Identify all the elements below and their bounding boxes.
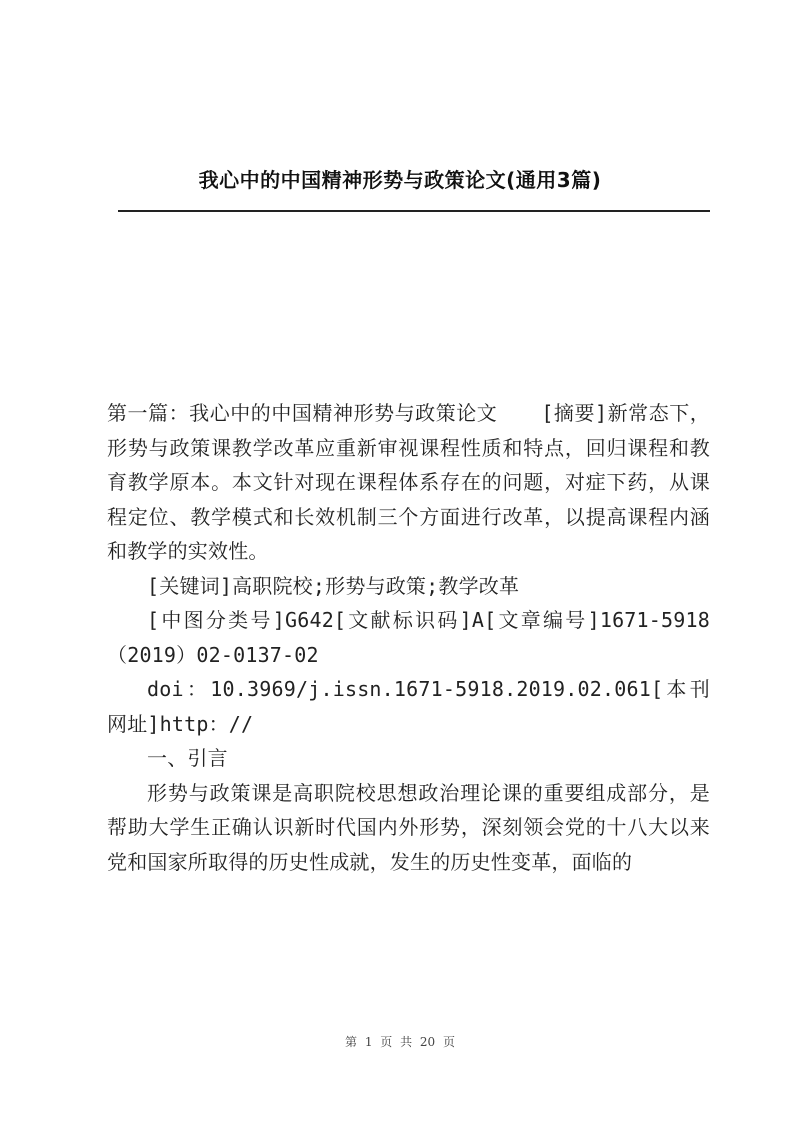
document-title: 我心中的中国精神形势与政策论文(通用3篇) — [198, 168, 602, 192]
document-body — [107, 396, 710, 879]
keywords-line: [关键词]高职院校;形势与政策;教学改革 — [147, 573, 520, 598]
section-heading: 一、引言 — [147, 746, 228, 770]
title-divider — [118, 210, 710, 212]
classification-line: [中图分类号]G642[文献标识码]A[文章编号]1671-5918（2019）02-0137-02 — [107, 608, 710, 667]
abstract-text: [摘要]新常态下，形势与政策课教学改革应重新审视课程性质和特点，回归课程和教育教学原本。本文针对现在课程体系存在的问题，对症下药，从课程定位、教学模式和长效机制三个方面进行改革，以提高课程内涵和教学的实效性。 — [107, 401, 710, 563]
intro-paragraph: 形势与政策课是高职院校思想政治理论课的重要组成部分，是帮助大学生正确认识新时代国内外形势，深刻领会党的十八大以来党和国家所取得的历史性成就，发生的历史性变革，面临的 — [107, 780, 710, 874]
abstract-paragraph — [107, 396, 710, 569]
article-heading: 第一篇：我心中的中国精神形势与政策论文 — [107, 401, 498, 425]
page-footer: 第 1 页 共 20 页 — [345, 1035, 455, 1049]
doi-line: doi：10.3969/j.issn.1671-5918.2019.02.061[本刊网址]http：// — [107, 677, 710, 736]
